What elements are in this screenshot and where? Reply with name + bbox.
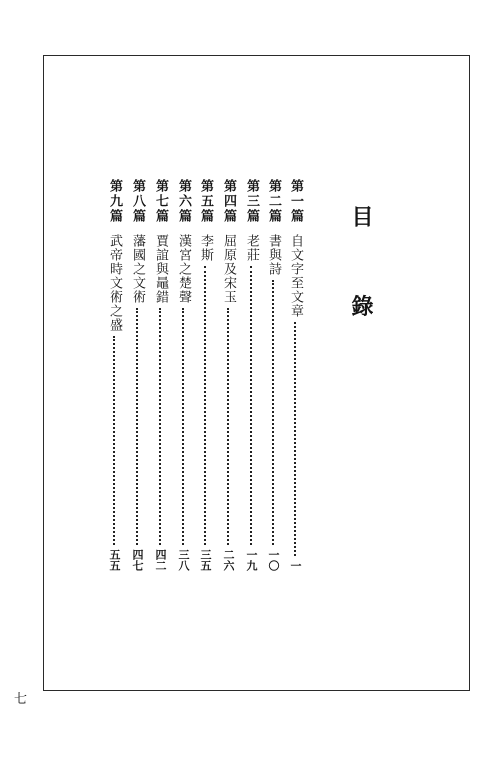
chapter-number: 第八篇 (130, 179, 145, 224)
chapter-number: 第六篇 (176, 179, 191, 224)
page-ref: 一〇 (267, 549, 280, 571)
toc-entry-1[interactable] (288, 179, 302, 571)
toc-entry-6[interactable] (176, 179, 190, 571)
chapter-title: 藩國之文術 (130, 234, 145, 304)
leader-dots (159, 308, 161, 545)
leader-dots (227, 308, 229, 545)
chapter-title: 李斯 (198, 234, 213, 262)
chapter-number: 第九篇 (107, 179, 122, 224)
page-ref: 四七 (131, 549, 144, 571)
toc-entry-4[interactable] (221, 179, 235, 571)
page-ref: 四二 (154, 549, 167, 571)
page-title: 目 錄 (348, 205, 374, 347)
leader-dots (204, 266, 206, 545)
toc-entry-2[interactable] (266, 179, 280, 571)
page-number: 七 (14, 692, 28, 707)
leader-dots (136, 308, 138, 545)
page-ref: 五五 (108, 549, 121, 571)
toc-entry-7[interactable] (153, 179, 167, 571)
leader-dots (294, 322, 296, 556)
chapter-title: 賈誼與鼂錯 (153, 234, 168, 304)
toc-entry-3[interactable] (244, 179, 258, 571)
page-ref: 一九 (245, 549, 258, 571)
chapter-title: 老莊 (244, 234, 259, 262)
chapter-number: 第七篇 (153, 179, 168, 224)
chapter-number: 第二篇 (266, 179, 281, 224)
page-ref: 三八 (177, 549, 190, 571)
leader-dots (182, 308, 184, 545)
chapter-title: 書與詩 (266, 234, 281, 276)
toc-entry-9[interactable] (107, 179, 121, 571)
chapter-title: 武帝時文術之盛 (107, 234, 122, 332)
chapter-number: 第五篇 (198, 179, 213, 224)
chapter-number: 第四篇 (221, 179, 236, 224)
page-ref: 二六 (222, 549, 235, 571)
chapter-title: 屈原及宋玉 (221, 234, 236, 304)
page-ref: 一 (289, 560, 302, 571)
chapter-title: 自文字至文章 (288, 234, 303, 318)
leader-dots (113, 336, 115, 545)
chapter-number: 第一篇 (288, 179, 303, 224)
chapter-number: 第三篇 (244, 179, 259, 224)
chapter-title: 漢宮之楚聲 (176, 234, 191, 304)
leader-dots (272, 280, 274, 545)
toc-entry-8[interactable] (130, 179, 144, 571)
leader-dots (250, 266, 252, 545)
toc-entry-5[interactable] (198, 179, 212, 571)
page-ref: 三五 (199, 549, 212, 571)
